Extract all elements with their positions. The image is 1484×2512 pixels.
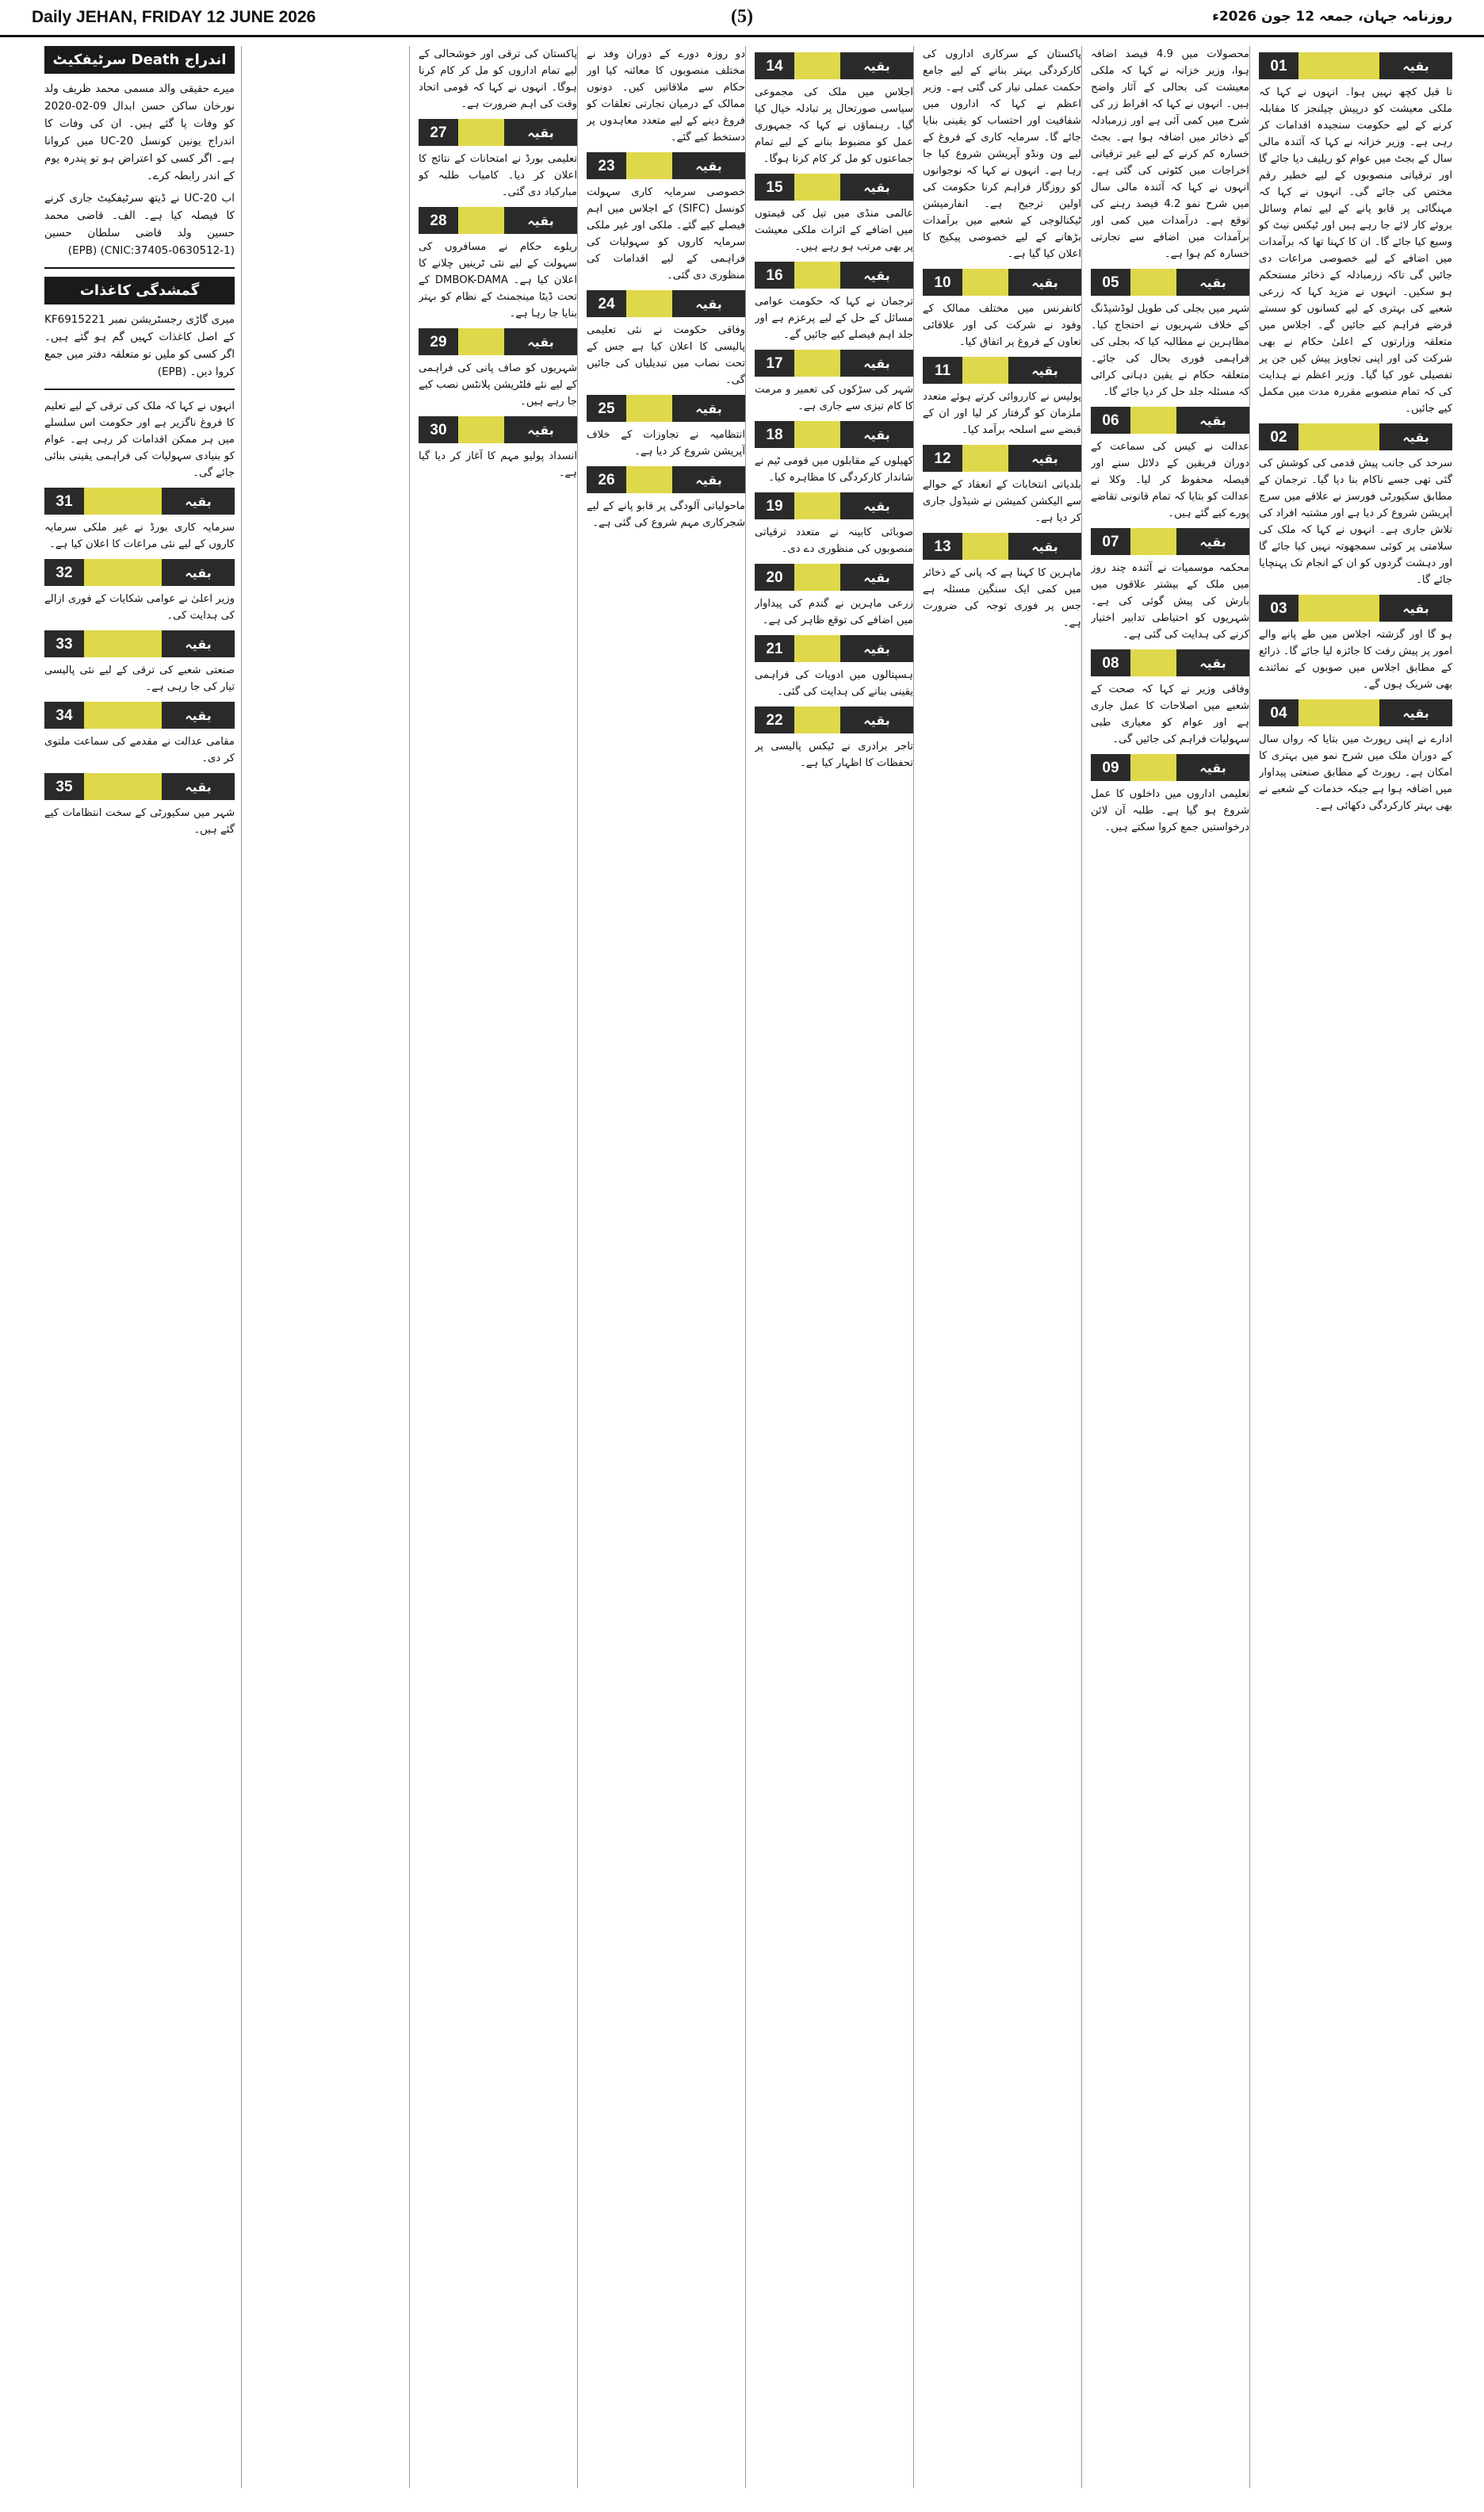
continuation-header (1259, 423, 1452, 450)
article-text: انہوں نے کہا کہ ملک کی ترقی کے لیے تعلیم کا فروغ ناگزیر ہے اور حکومت اس سلسلے میں ہر ممکن اقدامات کر رہی ہے۔ عوام کو بنیادی سہولیات کی فراہمی یقینی بنائی جائے گی۔ (44, 400, 235, 479)
continuation-label: بقیہ (162, 773, 235, 800)
continuation-header (587, 466, 745, 493)
continuation-label: بقیہ (840, 421, 913, 448)
header-bar-fill (626, 395, 672, 422)
continuation-header (44, 630, 235, 657)
article-text: مقامی عدالت نے مقدمے کی سماعت ملتوی کر دی۔ (44, 736, 235, 764)
masthead-urdu-title: روزنامہ جہان، جمعہ 12 جون 2026ء (1212, 9, 1452, 25)
article-text: عدالت نے کیس کی سماعت کے دوران فریقین کے دلائل سنے اور فیصلہ محفوظ کر لیا۔ وکلا نے عدالت کو بتایا کہ تمام قانونی تقاضے پورے کیے گئے ہیں۔ (1091, 441, 1249, 519)
header-bar-fill (84, 559, 162, 586)
continuation-label: بقیہ (1008, 269, 1081, 296)
continuation-number: 27 (419, 119, 458, 146)
continuation-header (44, 773, 235, 800)
header-bar-fill (1130, 754, 1176, 781)
masthead (0, 0, 1484, 37)
header-bar-fill (794, 492, 840, 519)
news-column-5 (419, 46, 577, 2488)
continuation-header (1091, 754, 1249, 781)
continuation-header (587, 290, 745, 317)
continuation-number: 35 (44, 773, 84, 800)
article-text: وزیر اعلیٰ نے عوامی شکایات کے فوری ازالے کی ہدایت کی۔ (44, 593, 235, 622)
article-text: شہر کی سڑکوں کی تعمیر و مرمت کا کام تیزی سے جاری ہے۔ (755, 384, 913, 412)
column-separator (409, 46, 410, 2488)
continuation-number: 28 (419, 207, 458, 234)
continuation-header (755, 635, 913, 662)
header-bar-fill (794, 174, 840, 201)
header-bar-fill (1298, 423, 1379, 450)
header-bar-fill (794, 350, 840, 377)
column-separator (1081, 46, 1082, 2488)
continuation-number: 07 (1091, 528, 1130, 555)
continuation-label: بقیہ (672, 290, 745, 317)
article-text: ترجمان نے کہا کہ حکومت عوامی مسائل کے حل کے لیے پرعزم ہے اور جلد اہم فیصلے کیے جائیں گے۔ (755, 296, 913, 341)
continuation-label: بقیہ (1379, 423, 1452, 450)
continuation-header (587, 152, 745, 179)
article-text: شہریوں کو صاف پانی کی فراہمی کے لیے نئے فلٹریشن پلانٹس نصب کیے جا رہے ہیں۔ (419, 362, 577, 408)
article-text: انسداد پولیو مہم کا آغاز کر دیا گیا ہے۔ (419, 450, 577, 479)
continuation-number: 25 (587, 395, 626, 422)
header-bar-fill (1130, 649, 1176, 676)
continuation-number: 19 (755, 492, 794, 519)
continuation-number: 18 (755, 421, 794, 448)
article-text: ریلوے حکام نے مسافروں کی سہولت کے لیے نئی ٹرینیں چلانے کا اعلان کیا ہے۔ DMBOK-DAMA کے تحت ڈیٹا مینجمنٹ کے نظام کو بہتر بنایا جا رہا ہے۔ (419, 241, 577, 320)
continuation-label: بقیہ (504, 416, 577, 443)
header-bar-fill (84, 702, 162, 729)
continuation-header (923, 445, 1081, 472)
death-certificate-notice-text: اب UC-20 نے ڈیتھ سرٹیفکیٹ جاری کرنے کا فیصلہ کیا ہے۔ الف۔ قاضی محمد حسین ولد قاضی سلطان حسین (CNIC:37405-0630512-1) (EPB) (44, 192, 235, 257)
continuation-number: 34 (44, 702, 84, 729)
masthead-english-title: Daily JEHAN, FRIDAY 12 JUNE 2026 (32, 8, 316, 26)
continuation-header (1259, 595, 1452, 622)
header-bar-fill (626, 152, 672, 179)
continuation-header (44, 559, 235, 586)
continuation-header (923, 357, 1081, 384)
continuation-number: 08 (1091, 649, 1130, 676)
notices-column (44, 46, 235, 2488)
continuation-label: بقیہ (840, 174, 913, 201)
continuation-number: 26 (587, 466, 626, 493)
continuation-header (1091, 269, 1249, 296)
continuation-number: 14 (755, 52, 794, 79)
article-text: تعلیمی بورڈ نے امتحانات کے نتائج کا اعلان کر دیا۔ کامیاب طلبہ کو مبارکباد دی گئی۔ (419, 153, 577, 198)
continuation-header (755, 262, 913, 289)
header-bar-fill (962, 445, 1008, 472)
continuation-label: بقیہ (1008, 533, 1081, 560)
header-bar-fill (1298, 595, 1379, 622)
news-column-extra (251, 46, 409, 2488)
continuation-label: بقیہ (162, 559, 235, 586)
column-separator (577, 46, 578, 2488)
header-bar-fill (794, 52, 840, 79)
article-text: انتظامیہ نے تجاوزات کے خلاف آپریشن شروع کر دیا ہے۔ (587, 429, 745, 458)
header-bar-fill (458, 207, 504, 234)
continuation-number: 11 (923, 357, 962, 384)
header-bar-fill (458, 119, 504, 146)
article-text: وفاقی حکومت نے نئی تعلیمی پالیسی کا اعلان کیا ہے جس کے تحت نصاب میں تبدیلیاں کی جائیں گی۔ (587, 324, 745, 386)
column-separator (913, 46, 914, 2488)
header-bar-fill (794, 564, 840, 591)
header-bar-fill (1298, 699, 1379, 726)
lost-documents-notice-text: میری گاڑی رجسٹریشن نمبر KF6915221 کے اصل کاغذات کہیں گم ہو گئے ہیں۔ اگر کسی کو ملیں تو متعلقہ دفتر میں جمع کروا دیں۔ (EPB) (44, 313, 235, 378)
header-bar-fill (84, 773, 162, 800)
continuation-label: بقیہ (1008, 357, 1081, 384)
column-separator (1249, 46, 1250, 2488)
notice-divider (44, 267, 235, 269)
article-text: سرمایہ کاری بورڈ نے غیر ملکی سرمایہ کاروں کے لیے نئی مراعات کا اعلان کیا ہے۔ (44, 522, 235, 550)
continuation-label: بقیہ (672, 152, 745, 179)
continuation-header (755, 174, 913, 201)
article-text: شہر میں سکیورٹی کے سخت انتظامات کیے گئے ہیں۔ (44, 807, 235, 836)
header-bar-fill (626, 290, 672, 317)
continuation-header (1259, 699, 1452, 726)
continuation-header (1091, 407, 1249, 434)
article-text: تاجر برادری نے ٹیکس پالیسی پر تحفظات کا اظہار کیا ہے۔ (755, 741, 913, 769)
continuation-label: بقیہ (840, 492, 913, 519)
continuation-number: 04 (1259, 699, 1298, 726)
article-text: تعلیمی اداروں میں داخلوں کا عمل شروع ہو گیا ہے۔ طلبہ آن لائن درخواستیں جمع کروا سکتے ہیں۔ (1091, 788, 1249, 833)
header-bar-fill (962, 357, 1008, 384)
continuation-header (755, 706, 913, 733)
continuation-label: بقیہ (840, 564, 913, 591)
continuation-number: 20 (755, 564, 794, 591)
article-text: ہو گا اور گزشتہ اجلاس میں طے پانے والے امور پر پیش رفت کا جائزہ لیا جائے گا۔ ذرائع کے مطابق اجلاس میں صوبوں کے نمائندے بھی شریک ہوں گے۔ (1259, 629, 1452, 691)
continuation-number: 05 (1091, 269, 1130, 296)
news-column-0 (1259, 46, 1452, 2488)
header-bar-fill (794, 262, 840, 289)
continuation-number: 16 (755, 262, 794, 289)
continuation-number: 33 (44, 630, 84, 657)
continuation-number: 22 (755, 706, 794, 733)
news-column-6 (44, 398, 235, 838)
continuation-label: بقیہ (672, 466, 745, 493)
continuation-label: بقیہ (1176, 649, 1249, 676)
continuation-header (419, 207, 577, 234)
continuation-label: بقیہ (1176, 269, 1249, 296)
continuation-number: 32 (44, 559, 84, 586)
continuation-label: بقیہ (162, 702, 235, 729)
header-bar-fill (794, 421, 840, 448)
article-text: ماہرین کا کہنا ہے کہ پانی کے ذخائر میں کمی ایک سنگین مسئلہ ہے جس پر فوری توجہ کی ضرورت ہے۔ (923, 567, 1081, 629)
continuation-label: بقیہ (840, 350, 913, 377)
news-column-1 (1091, 46, 1249, 2488)
article-text: شہر میں بجلی کی طویل لوڈشیڈنگ کے خلاف شہریوں نے احتجاج کیا۔ مظاہرین نے مطالبہ کیا کہ بجلی کی فراہمی فوری بحال کی جائے۔ متعلقہ حکام نے یقین دہانی کرائی کہ مسئلہ جلد حل کر دیا جائے گا۔ (1091, 303, 1249, 398)
header-bar-fill (84, 488, 162, 515)
continuation-label: بقیہ (672, 395, 745, 422)
column-separator (745, 46, 746, 2488)
continuation-label: بقیہ (504, 207, 577, 234)
article-text: کانفرنس میں مختلف ممالک کے وفود نے شرکت کی اور علاقائی تعاون کے فروغ پر اتفاق کیا۔ (923, 303, 1081, 348)
article-text: کھیلوں کے مقابلوں میں قومی ٹیم نے شاندار کارکردگی کا مظاہرہ کیا۔ (755, 455, 913, 484)
continuation-number: 01 (1259, 52, 1298, 79)
header-bar-fill (962, 269, 1008, 296)
continuation-label: بقیہ (840, 262, 913, 289)
continuation-number: 30 (419, 416, 458, 443)
header-bar-fill (626, 466, 672, 493)
continuation-label: بقیہ (1008, 445, 1081, 472)
continuation-header (755, 564, 913, 591)
header-bar-fill (1130, 407, 1176, 434)
continuation-header (419, 119, 577, 146)
continuation-number: 23 (587, 152, 626, 179)
continuation-label: بقیہ (162, 630, 235, 657)
continuation-number: 17 (755, 350, 794, 377)
continuation-header (419, 416, 577, 443)
death-certificate-notice-text: میرے حقیقی والد مسمی محمد ظریف ولد نورخان ساکن حسن ابدال 09-02-2020 کو وفات پا گئے ہیں۔ ان کی وفات کا اندراج یونین کونسل UC-20 میں کروانا ہے۔ اگر کسی کو اعتراض ہو تو پندرہ یوم کے اندر رابطہ کرے۔ (44, 82, 235, 182)
article-text: صنعتی شعبے کی ترقی کے لیے نئی پالیسی تیار کی جا رہی ہے۔ (44, 664, 235, 693)
continuation-header (755, 421, 913, 448)
death-certificate-notice-title: اندراج Death سرٹیفکیٹ (44, 46, 235, 74)
article-text: وفاقی وزیر نے کہا کہ صحت کے شعبے میں اصلاحات کا عمل جاری ہے اور عوام کو معیاری طبی سہولیات فراہم کی جائیں گی۔ (1091, 684, 1249, 745)
continuation-header (755, 52, 913, 79)
continuation-number: 13 (923, 533, 962, 560)
continuation-label: بقیہ (840, 52, 913, 79)
continuation-number: 29 (419, 328, 458, 355)
header-bar-fill (962, 533, 1008, 560)
continuation-header (755, 492, 913, 519)
continuation-header (1259, 52, 1452, 79)
article-text: سرحد کی جانب پیش قدمی کی کوشش کی گئی تھی جسے ناکام بنا دیا گیا۔ ترجمان کے مطابق سکیورٹی فورسز نے علاقے میں سرچ آپریشن شروع کر دیا ہے اور مشتبہ افراد کی تلاش جاری ہے۔ انہوں نے کہا کہ ملک کی سلامتی پر کوئی سمجھوتہ نہیں کیا جائے گا اور دہشت گردوں کو ان کے انجام تک پہنچایا جائے گا۔ (1259, 458, 1452, 586)
article-text: محصولات میں 4.9 فیصد اضافہ ہوا، وزیر خزانہ نے کہا کہ ملکی معیشت کی بحالی کے آثار واضح ہیں۔ انہوں نے کہا کہ افراط زر کی شرح میں کمی آئی ہے اور زرمبادلہ کے ذخائر میں اضافہ ہوا ہے۔ بجٹ خسارہ کم کرنے کے لیے غیر ترقیاتی اخراجات میں کٹوتی کی گئی ہے۔ انہوں نے کہا کہ آئندہ مالی سال میں شرح نمو 4.2 فیصد رہنے کی توقع ہے۔ درآمدات میں کمی اور برآمدات میں اضافے سے تجارتی خسارہ کم ہوا ہے۔ (1091, 48, 1249, 260)
continuation-header (755, 350, 913, 377)
article-text: زرعی ماہرین نے گندم کی پیداوار میں اضافے کی توقع ظاہر کی ہے۔ (755, 598, 913, 626)
header-bar-fill (1130, 528, 1176, 555)
continuation-header (923, 269, 1081, 296)
continuation-number: 02 (1259, 423, 1298, 450)
article-text: ہسپتالوں میں ادویات کی فراہمی یقینی بنانے کی ہدایت کی گئی۔ (755, 669, 913, 698)
news-column-2 (923, 46, 1081, 2488)
article-text: دو روزہ دورے کے دوران وفد نے مختلف منصوبوں کا معائنہ کیا اور حکام سے ملاقاتیں کیں۔ دونوں ممالک کے درمیان تجارتی تعلقات کو فروغ دینے کے لیے متعدد معاہدوں پر دستخط کیے گئے۔ (587, 48, 745, 144)
continuation-number: 15 (755, 174, 794, 201)
column-separator (241, 46, 242, 2488)
continuation-label: بقیہ (840, 706, 913, 733)
article-text: اجلاس میں ملک کی مجموعی سیاسی صورتحال پر تبادلہ خیال کیا گیا۔ رہنماؤں نے کہا کہ جمہوری عمل کو مضبوط بنانے کے لیے تمام جماعتوں کو مل کر کام کرنا ہوگا۔ (755, 86, 913, 165)
continuation-label: بقیہ (504, 328, 577, 355)
header-bar-fill (1130, 269, 1176, 296)
continuation-header (44, 702, 235, 729)
notice-divider (44, 389, 235, 390)
article-text: پولیس نے کارروائی کرتے ہوئے متعدد ملزمان کو گرفتار کر لیا اور ان کے قبضے سے اسلحہ برآمد کیا۔ (923, 391, 1081, 436)
article-text: تا قبل کچھ نہیں ہوا۔ انہوں نے کہا کہ ملکی معیشت کو درپیش چیلنجز کا مقابلہ کرنے کے لیے حکومت سنجیدہ اقدامات کر رہی ہے۔ وزیر خزانہ نے کہا کہ آئندہ مالی سال کے بجٹ میں عوام کو ریلیف دیا جائے گا اور ترقیاتی منصوبوں کے لیے خطیر رقم مختص کی جائے گی۔ انہوں نے کہا کہ مہنگائی پر قابو پانے کے لیے تمام وسائل بروئے کار لائے جا رہے ہیں اور ٹیکس نیٹ کو وسیع کیا جائے گا۔ ان کا کہنا تھا کہ برآمدات میں اضافے کے لیے خصوصی مراعات دی جائیں گی تاکہ زرمبادلہ کے ذخائر مستحکم ہو سکیں۔ انہوں نے مزید کہا کہ زرعی شعبے کی بہتری کے لیے کسانوں کو سستے قرضے فراہم کیے جائیں گے۔ اجلاس میں متعلقہ وزارتوں کے اعلیٰ حکام نے بھی شرکت کی اور اپنی تجاویز پیش کیں جن پر تفصیلی غور کیا گیا۔ وزیر اعظم نے ہدایت کی کہ تمام منصوبے مقررہ مدت میں مکمل کیے جائیں۔ (1259, 86, 1452, 415)
continuation-label: بقیہ (1176, 407, 1249, 434)
article-text: ادارے نے اپنی رپورٹ میں بتایا کہ رواں سال کے دوران ملک میں شرح نمو میں بہتری کا امکان ہے۔ رپورٹ کے مطابق صنعتی پیداوار میں اضافہ ہوا ہے جبکہ خدمات کے شعبے نے بھی بہتر کارکردگی دکھائی ہے۔ (1259, 733, 1452, 812)
article-text: خصوصی سرمایہ کاری سہولت کونسل (SIFC) کے اجلاس میں اہم فیصلے کیے گئے۔ ملکی اور غیر ملکی سرمایہ کاروں کو سہولیات کی فراہمی کے لیے اقدامات کی منظوری دی گئی۔ (587, 186, 745, 281)
continuation-header (923, 533, 1081, 560)
continuation-number: 10 (923, 269, 962, 296)
header-bar-fill (458, 328, 504, 355)
header-bar-fill (84, 630, 162, 657)
news-column-4 (587, 46, 745, 2488)
article-text: بلدیاتی انتخابات کے انعقاد کے حوالے سے الیکشن کمیشن نے شیڈول جاری کر دیا ہے۔ (923, 479, 1081, 524)
continuation-number: 24 (587, 290, 626, 317)
continuation-header (587, 395, 745, 422)
continuation-number: 31 (44, 488, 84, 515)
continuation-number: 06 (1091, 407, 1130, 434)
continuation-label: بقیہ (1379, 699, 1452, 726)
header-bar-fill (458, 416, 504, 443)
continuation-number: 03 (1259, 595, 1298, 622)
page-number: (5) (731, 6, 753, 27)
article-text: عالمی منڈی میں تیل کی قیمتوں میں اضافے کے اثرات ملکی معیشت پر بھی مرتب ہو رہے ہیں۔ (755, 208, 913, 253)
article-text: پاکستان کی ترقی اور خوشحالی کے لیے تمام اداروں کو مل کر کام کرنا ہوگا۔ انہوں نے کہا کہ قومی اتحاد وقت کی اہم ضرورت ہے۔ (419, 48, 577, 110)
continuation-label: بقیہ (1176, 528, 1249, 555)
article-text: ماحولیاتی آلودگی پر قابو پانے کے لیے شجرکاری مہم شروع کی گئی ہے۔ (587, 500, 745, 529)
continuation-header (419, 328, 577, 355)
continuation-label: بقیہ (1176, 754, 1249, 781)
continuation-label: بقیہ (840, 635, 913, 662)
continuation-label: بقیہ (162, 488, 235, 515)
continuation-label: بقیہ (1379, 595, 1452, 622)
article-text: صوبائی کابینہ نے متعدد ترقیاتی منصوبوں کی منظوری دے دی۔ (755, 527, 913, 555)
continuation-label: بقیہ (504, 119, 577, 146)
news-column-3 (755, 46, 913, 2488)
continuation-number: 09 (1091, 754, 1130, 781)
article-text: پاکستان کے سرکاری اداروں کی کارکردگی بہتر بنانے کے لیے جامع حکمت عملی تیار کی گئی ہے۔ وزیر اعظم نے کہا کہ اداروں میں شفافیت اور احتساب کو یقینی بنایا جائے گا۔ سرمایہ کاری کے فروغ کے لیے ون ونڈو آپریشن شروع کیا جا رہا ہے۔ انہوں نے کہا کہ نوجوانوں کو روزگار فراہم کرنا حکومت کی اولین ترجیح ہے۔ انفارمیشن ٹیکنالوجی کے شعبے میں برآمدات بڑھانے کے لیے خصوصی پیکیج کا اعلان کیا گیا ہے۔ (923, 48, 1081, 260)
continuation-header (1091, 528, 1249, 555)
continuation-number: 12 (923, 445, 962, 472)
continuation-label: بقیہ (1379, 52, 1452, 79)
header-bar-fill (1298, 52, 1379, 79)
lost-documents-notice-title: گمشدگی کاغذات (44, 277, 235, 304)
header-bar-fill (794, 635, 840, 662)
continuation-header (1091, 649, 1249, 676)
continuation-header (44, 488, 235, 515)
article-text: محکمہ موسمیات نے آئندہ چند روز میں ملک کے بیشتر علاقوں میں بارش کی پیش گوئی کی ہے۔ شہریوں کو احتیاطی تدابیر اختیار کرنے کی ہدایت کی گئی ہے۔ (1091, 562, 1249, 641)
header-bar-fill (794, 706, 840, 733)
continuation-number: 21 (755, 635, 794, 662)
